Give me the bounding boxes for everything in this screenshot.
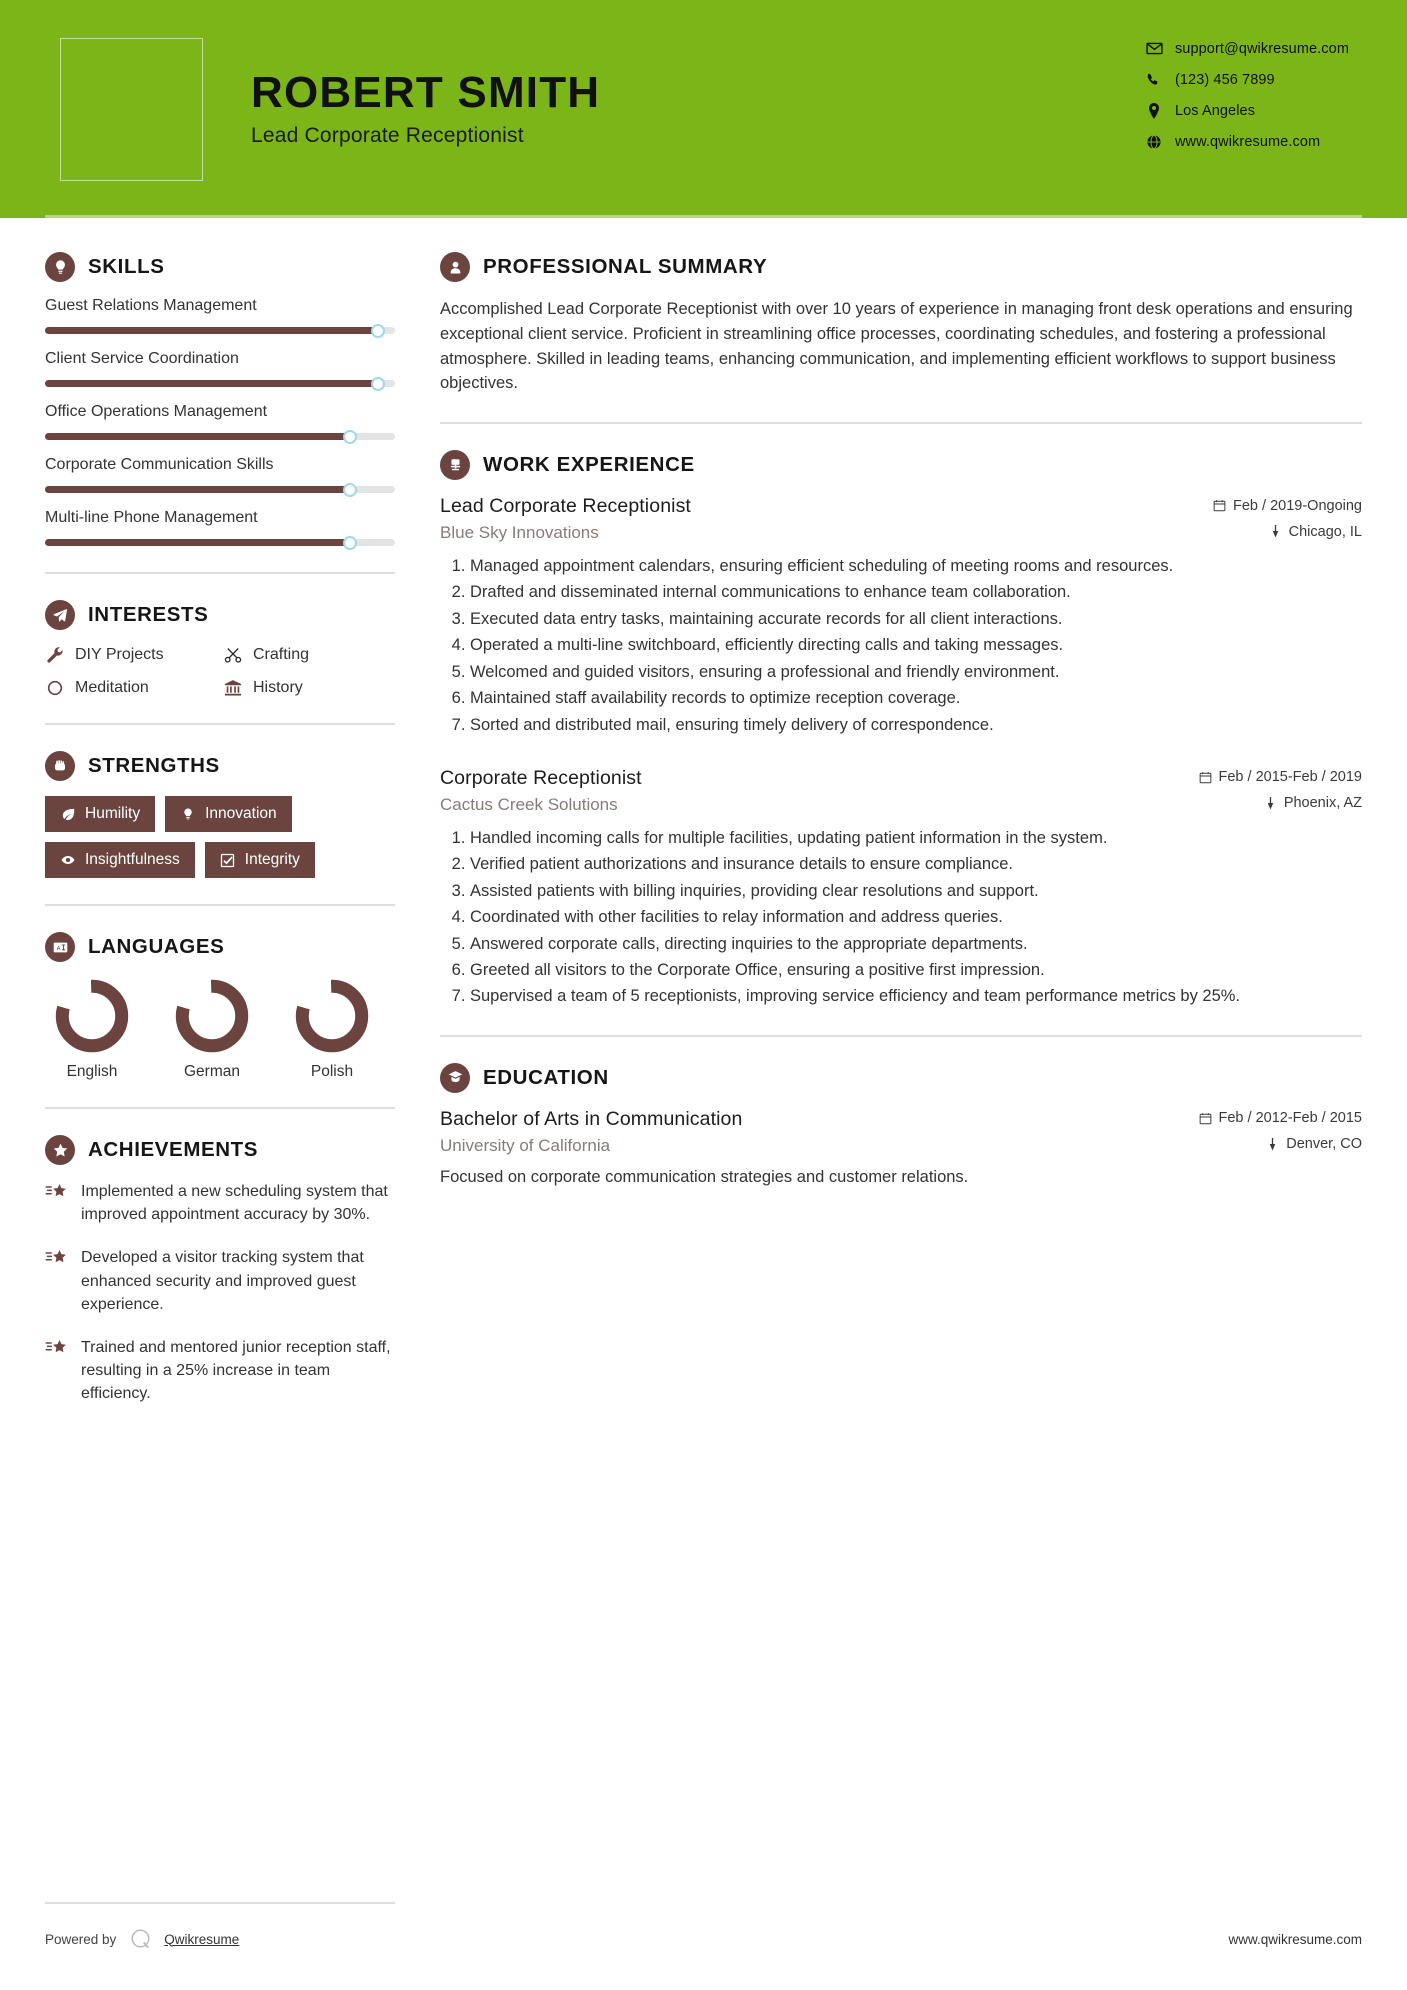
achievements-heading: ACHIEVEMENTS (88, 1138, 259, 1161)
shooting-star-icon (45, 1182, 69, 1206)
education-entry-subline (440, 1136, 1362, 1156)
section-languages (45, 932, 395, 1081)
achievements-list (45, 1180, 395, 1406)
skills-heading: SKILLS (88, 255, 165, 278)
achievement-text: Implemented a new scheduling system that improved appointment accuracy by 30%. (81, 1183, 388, 1224)
section-skills (45, 252, 395, 546)
candidate-name: ROBERT SMITH (251, 67, 601, 117)
summary-heading: PROFESSIONAL SUMMARY (483, 255, 768, 278)
graduate-icon (440, 1063, 470, 1093)
photo-placeholder (60, 38, 203, 181)
skill-bar (45, 539, 395, 546)
skill-bar-knob (371, 324, 385, 338)
language-label: German (184, 1063, 240, 1080)
footer-divider (45, 1902, 395, 1904)
qwikresume-link[interactable]: Qwikresume (164, 1931, 240, 1947)
education-entry (440, 1108, 1362, 1190)
skill-bar (45, 380, 395, 387)
work-dates (1199, 769, 1363, 785)
bank-icon (223, 678, 242, 697)
divider (45, 572, 395, 574)
strengths-list (45, 796, 395, 878)
work-heading: WORK EXPERIENCE (483, 453, 695, 476)
language-item (53, 977, 131, 1081)
phone-icon (1146, 71, 1163, 88)
language-label: Polish (310, 1063, 354, 1080)
strength-chip (205, 842, 315, 878)
achievement-item (45, 1180, 395, 1226)
translate-icon (45, 932, 75, 962)
language-label: English (66, 1063, 118, 1080)
interest-item (45, 678, 217, 697)
work-bullet: 3. Assisted patients with billing inquiries, providing clear resolutions and support. (470, 880, 1362, 903)
work-location (1264, 795, 1362, 811)
work-dates (1213, 498, 1362, 514)
strengths-heading: STRENGTHS (88, 754, 220, 777)
work-dates-text: Feb / 2019-Ongoing (1233, 497, 1362, 514)
work-bullet: 5. Answered corporate calls, directing inquiries to the appropriate departments. (470, 933, 1362, 956)
work-company: Blue Sky Innovations (440, 523, 599, 542)
skill-label: Guest Relations Management (45, 297, 257, 314)
work-bullet: 5. Welcomed and guided visitors, ensuring a professional and friendly environment. (470, 661, 1362, 684)
strength-label: Insightfulness (85, 851, 180, 868)
section-work-experience (440, 450, 1362, 1009)
fist-icon (45, 751, 75, 781)
skill-item (45, 509, 395, 546)
name-block (251, 67, 601, 148)
summary-text: Accomplished Lead Corporate Receptionist with over 10 years of experience in managing front desk operations and ensuring exceptional client service. Proficient in streamlining office processes, coordinating schedules, and fostering a professional atmosphere. Skilled in leading teams, enhancing communication, and implementing efficient workflows to support business objectives. (440, 300, 1353, 393)
divider (440, 422, 1362, 424)
svg-text:A: A (56, 945, 61, 952)
office-chair-icon (440, 450, 470, 480)
skill-label: Office Operations Management (45, 403, 268, 420)
check-square-icon (220, 852, 236, 868)
skill-bar-fill (45, 539, 350, 546)
interest-label: History (253, 678, 303, 696)
powered-by-block (45, 1926, 239, 1952)
calendar-icon (1199, 1112, 1212, 1125)
calendar-icon (1213, 499, 1226, 512)
section-professional-summary (440, 252, 1362, 396)
work-heading-row (440, 450, 1362, 480)
interest-label: Crafting (253, 645, 310, 663)
contact-phone-text: (123) 456 7899 (1174, 71, 1275, 88)
interest-label: DIY Projects (75, 645, 164, 663)
divider (45, 723, 395, 725)
achievement-item (45, 1336, 395, 1406)
contact-location-text: Los Angeles (1174, 102, 1256, 119)
education-description: Focused on corporate communication strategies and customer relations. (440, 1167, 969, 1186)
powered-by-label: Powered by (45, 1931, 117, 1947)
contact-email-text: support@qwikresume.com (1174, 40, 1349, 57)
paper-plane-icon (45, 600, 75, 630)
work-entry-subline (440, 795, 1362, 815)
education-location (1266, 1136, 1362, 1152)
work-entry-topline (440, 495, 1362, 518)
skill-bar-knob (343, 483, 357, 497)
person-icon (440, 252, 470, 282)
interest-label: Meditation (75, 678, 149, 696)
achievement-text: Developed a visitor tracking system that enhanced security and improved guest experience. (81, 1249, 364, 1313)
location-pin-icon (1146, 102, 1163, 119)
work-location-text: Phoenix, AZ (1283, 795, 1362, 812)
work-entry-subline (440, 523, 1362, 543)
work-bullet: 6. Greeted all visitors to the Corporate Office, ensuring a positive first impression. (470, 959, 1362, 982)
skill-item (45, 297, 395, 334)
achievement-text: Trained and mentored junior reception staff, resulting in a 25% increase in team efficiency. (81, 1338, 391, 1403)
skill-bar (45, 433, 395, 440)
work-role: Lead Corporate Receptionist (440, 495, 691, 517)
skill-bar-knob (371, 377, 385, 391)
map-pin-icon (1269, 525, 1282, 538)
work-location-text: Chicago, IL (1288, 523, 1362, 540)
languages-heading-row (45, 932, 395, 962)
work-bullet: 2. Drafted and disseminated internal communications to enhance team collaboration. (470, 581, 1362, 604)
strengths-heading-row (45, 751, 395, 781)
work-bullet: 6. Maintained staff availability records to optimize reception coverage. (470, 687, 1362, 710)
contact-location[interactable] (1146, 102, 1349, 119)
circle-icon (45, 678, 64, 697)
strength-label: Integrity (244, 851, 300, 868)
skill-bar-knob (343, 536, 357, 550)
section-achievements (45, 1135, 395, 1406)
shooting-star-icon (45, 1338, 69, 1362)
languages-list (45, 977, 395, 1081)
skill-bar-fill (45, 380, 378, 387)
lightbulb-icon (45, 252, 75, 282)
language-item (173, 977, 251, 1081)
resume-footer (45, 1902, 1362, 1952)
strength-label: Innovation (205, 805, 277, 822)
language-item (293, 977, 371, 1081)
skill-bar-fill (45, 327, 378, 334)
divider (45, 1107, 395, 1109)
work-bullet: 4. Coordinated with other facilities to relay information and address queries. (470, 906, 1362, 929)
skill-item (45, 350, 395, 387)
strength-chip (45, 796, 155, 832)
skill-bar (45, 486, 395, 493)
work-entry-header (440, 767, 1362, 815)
interests-list (45, 645, 395, 697)
work-role: Corporate Receptionist (440, 766, 642, 789)
contact-email[interactable] (1146, 40, 1349, 57)
language-progress-ring (53, 977, 131, 1055)
education-entry-topline (440, 1108, 1362, 1131)
education-degree: Bachelor of Arts in Communication (440, 1107, 743, 1130)
resume-body (0, 218, 1407, 1426)
education-heading: EDUCATION (483, 1065, 609, 1089)
skill-bar-knob (343, 430, 357, 444)
skill-bar (45, 327, 395, 334)
divider (440, 1035, 1362, 1037)
strength-chip (165, 796, 292, 832)
education-location-text: Denver, CO (1286, 1136, 1362, 1153)
globe-icon (1146, 133, 1163, 150)
work-entry-header (440, 495, 1362, 543)
interests-heading: INTERESTS (88, 603, 209, 626)
interest-item (223, 678, 395, 697)
envelope-icon (1146, 40, 1163, 57)
footer-website: www.qwikresume.com (1228, 1931, 1362, 1947)
contact-list (1146, 40, 1349, 150)
work-bullets (440, 827, 1362, 1009)
section-strengths (45, 751, 395, 878)
work-bullets (440, 555, 1362, 737)
section-interests (45, 600, 395, 697)
interest-item (45, 645, 217, 664)
skill-label: Client Service Coordination (45, 350, 239, 367)
calendar-icon (1199, 771, 1212, 784)
work-entry (440, 767, 1362, 1009)
sidebar-column (45, 218, 395, 1426)
work-bullet: 3. Executed data entry tasks, maintaining accurate records for all client interactions. (470, 608, 1362, 631)
section-education (440, 1063, 1362, 1190)
work-bullet: 2. Verified patient authorizations and insurance details to ensure compliance. (470, 853, 1362, 876)
work-bullet: 7. Supervised a team of 5 receptionists, improving service efficiency and team performance metrics by 25%. (470, 985, 1362, 1008)
work-bullet: 7. Sorted and distributed mail, ensuring timely delivery of correspondence. (470, 714, 1362, 737)
star-badge-icon (45, 1135, 75, 1165)
work-bullet: 1. Managed appointment calendars, ensuring efficient scheduling of meeting rooms and resources. (470, 555, 1362, 578)
skills-heading-row (45, 252, 395, 282)
interests-heading-row (45, 600, 395, 630)
candidate-job-title: Lead Corporate Receptionist (251, 124, 524, 148)
strength-label: Humility (85, 805, 141, 822)
divider (45, 904, 395, 906)
header-underline (45, 215, 1362, 218)
bulb-icon (180, 806, 196, 822)
work-bullet: 4. Operated a multi-line switchboard, efficiently directing calls and taking messages. (470, 634, 1362, 657)
map-pin-icon (1266, 1138, 1279, 1151)
contact-website-text: www.qwikresume.com (1174, 133, 1321, 150)
language-progress-ring (293, 977, 371, 1055)
qwikresume-logo-icon (127, 1926, 153, 1952)
interest-item (223, 645, 395, 664)
skill-bar-fill (45, 486, 350, 493)
main-column (440, 218, 1362, 1190)
footer-content (45, 1926, 1362, 1952)
contact-website[interactable] (1146, 133, 1349, 150)
education-school: University of California (440, 1135, 611, 1155)
eye-icon (60, 852, 76, 868)
skill-label: Multi-line Phone Management (45, 509, 258, 526)
summary-heading-row (440, 252, 1362, 282)
achievements-heading-row (45, 1135, 395, 1165)
education-dates (1199, 1110, 1363, 1126)
scissors-icon (223, 645, 242, 664)
skills-list (45, 297, 395, 546)
education-dates-text: Feb / 2012-Feb / 2015 (1218, 1110, 1362, 1127)
languages-heading: LANGUAGES (88, 935, 225, 958)
work-entry (440, 495, 1362, 737)
skill-item (45, 456, 395, 493)
shooting-star-icon (45, 1248, 69, 1272)
contact-phone[interactable] (1146, 71, 1349, 88)
map-pin-icon (1264, 797, 1277, 810)
language-progress-ring (173, 977, 251, 1055)
work-bullet: 1. Handled incoming calls for multiple facilities, updating patient information in the system. (470, 827, 1362, 850)
work-location (1269, 524, 1362, 540)
work-entry-topline (440, 767, 1362, 790)
skill-item (45, 403, 395, 440)
work-dates-text: Feb / 2015-Feb / 2019 (1218, 769, 1362, 786)
education-heading-row (440, 1063, 1362, 1093)
strength-chip (45, 842, 195, 878)
skill-bar-fill (45, 433, 350, 440)
skill-label: Corporate Communication Skills (45, 456, 274, 473)
achievement-item (45, 1246, 395, 1316)
leaf-icon (60, 806, 76, 822)
work-company: Cactus Creek Solutions (440, 794, 618, 814)
wrench-icon (45, 645, 64, 664)
resume-header (0, 0, 1407, 218)
